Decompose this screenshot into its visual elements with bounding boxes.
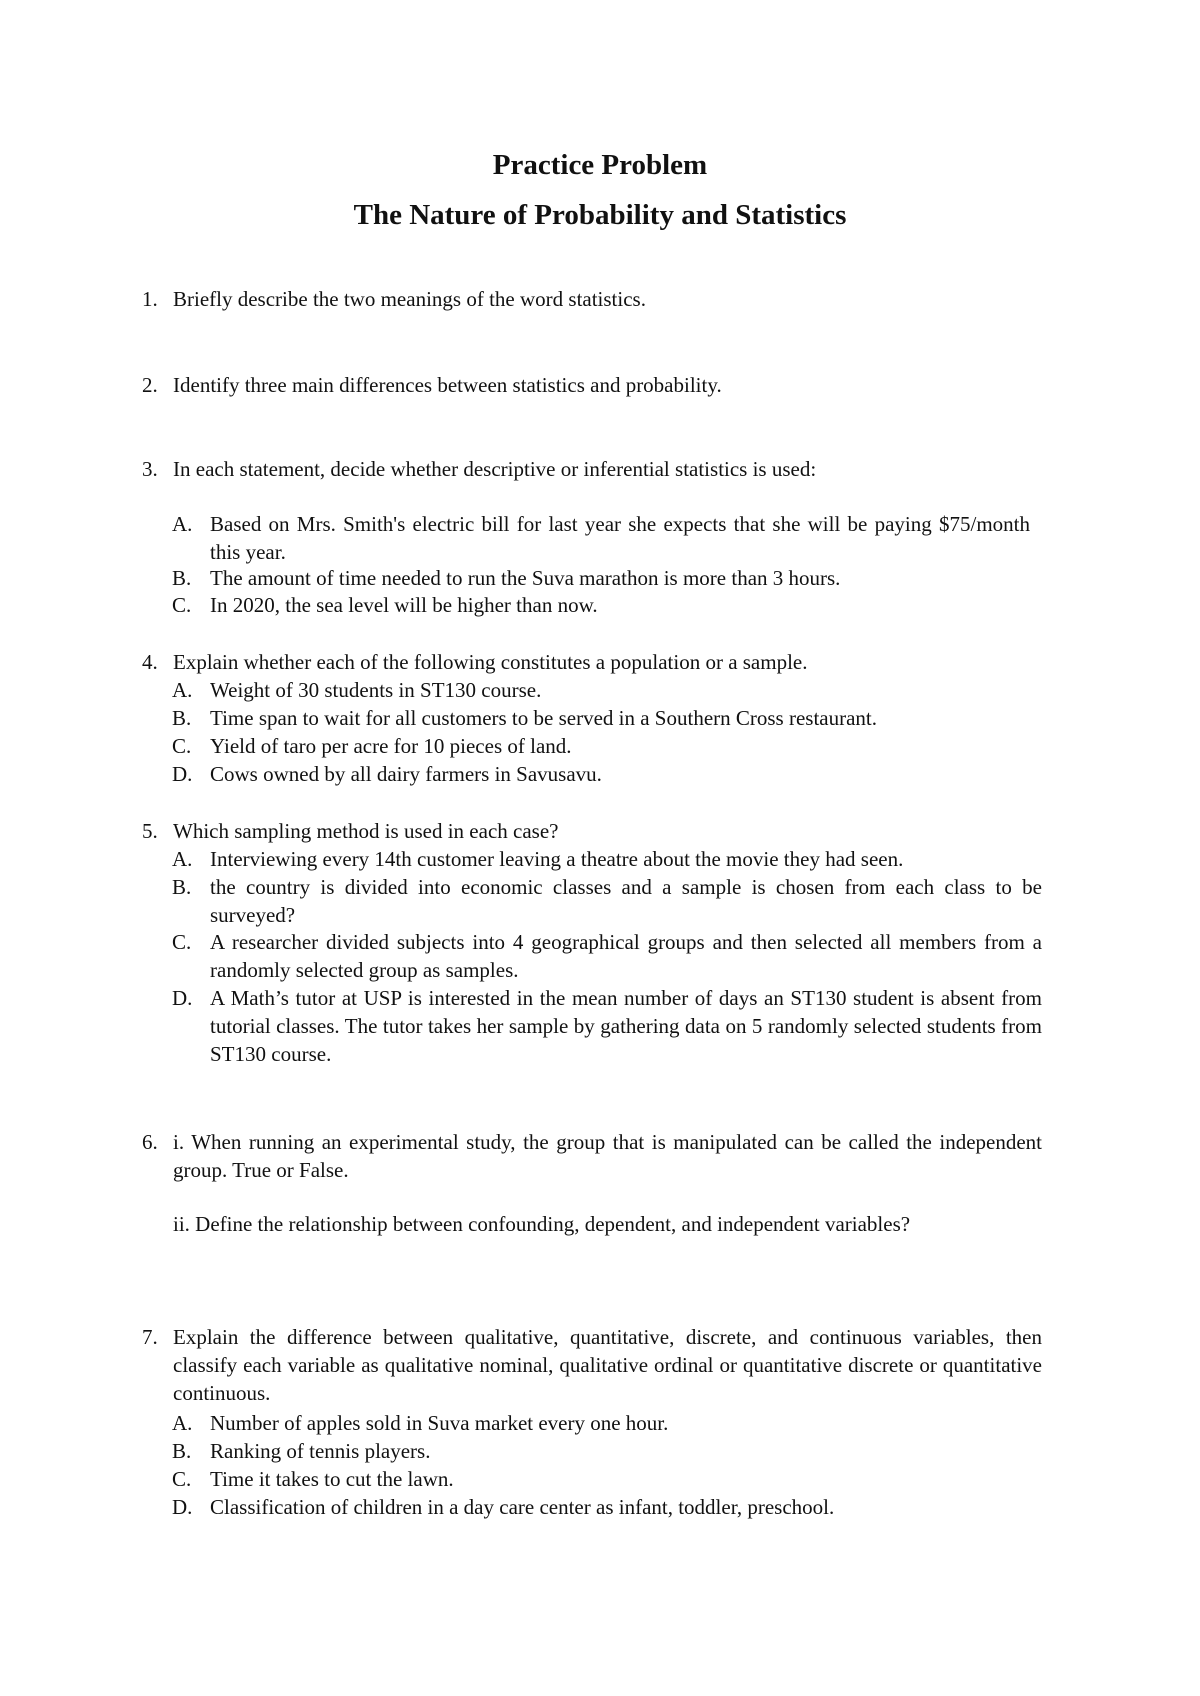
question-7-item-c-text: Time it takes to cut the lawn.: [210, 1467, 454, 1491]
page-title: Practice Problem: [492, 149, 708, 181]
question-1-text: Briefly describe the two meanings of the word statistics.: [173, 287, 646, 311]
question-4-item-a-text: Weight of 30 students in ST130 course.: [210, 678, 542, 702]
question-6-part-ii: ii. Define the relationship between confounding, dependent, and independent variables?: [173, 1212, 911, 1236]
question-2-number: 2.: [142, 373, 158, 397]
question-4-text: Explain whether each of the following constitutes a population or a sample.: [173, 650, 808, 674]
question-7-item-c-letter: C.: [172, 1467, 192, 1491]
question-4-item-a-letter: A.: [172, 678, 193, 702]
question-4-item-d-text: Cows owned by all dairy farmers in Savusavu.: [210, 762, 602, 786]
question-3-text: In each statement, decide whether descriptive or inferential statistics is used:: [173, 457, 817, 481]
question-3-item-a-text: Based on Mrs. Smith's electric bill for last year she expects that she will be paying $75/month this year.: [210, 512, 1030, 564]
question-6-part-i: i. When running an experimental study, the group that is manipulated can be called the independent group. True or False.: [173, 1130, 1042, 1182]
question-3-item-c-text: In 2020, the sea level will be higher than now.: [210, 593, 598, 617]
question-7-item-d-text: Classification of children in a day care center as infant, toddler, preschool.: [210, 1495, 835, 1519]
question-5-item-d-text: A Math’s tutor at USP is interested in the mean number of days an ST130 student is absent from tutorial classes. The tutor takes her sample by gathering data on 5 randomly selected students from ST130 course.: [210, 986, 1042, 1066]
question-3-item-a-letter: A.: [172, 512, 193, 536]
question-5-item-a-letter: A.: [172, 847, 193, 871]
question-7-item-b-text: Ranking of tennis players.: [210, 1439, 431, 1463]
question-4-item-b-letter: B.: [172, 706, 192, 730]
question-7-item-a-letter: A.: [172, 1411, 193, 1435]
question-6-number: 6.: [142, 1130, 158, 1154]
question-1-number: 1.: [142, 287, 158, 311]
question-7-number: 7.: [142, 1325, 158, 1349]
question-3-number: 3.: [142, 457, 158, 481]
question-5-item-b-text: the country is divided into economic classes and a sample is chosen from each class to be surveyed?: [210, 875, 1042, 927]
question-4-item-c-text: Yield of taro per acre for 10 pieces of land.: [210, 734, 572, 758]
question-7-item-b-letter: B.: [172, 1439, 192, 1463]
question-5-item-a-text: Interviewing every 14th customer leaving a theatre about the movie they had seen.: [210, 847, 904, 871]
question-5-item-c-text: A researcher divided subjects into 4 geographical groups and then selected all members from a randomly selected group as samples.: [210, 930, 1042, 982]
question-3-item-b-text: The amount of time needed to run the Suva marathon is more than 3 hours.: [210, 566, 841, 590]
question-4-item-d-letter: D.: [172, 762, 193, 786]
page-subtitle: The Nature of Probability and Statistics: [353, 199, 847, 231]
question-5-text: Which sampling method is used in each case?: [173, 819, 559, 843]
question-4-number: 4.: [142, 650, 158, 674]
question-5-item-c-letter: C.: [172, 930, 192, 954]
question-4-item-b-text: Time span to wait for all customers to be served in a Southern Cross restaurant.: [210, 706, 878, 730]
question-4-item-c-letter: C.: [172, 734, 192, 758]
question-3-item-c-letter: C.: [172, 593, 192, 617]
question-5-item-d-letter: D.: [172, 986, 193, 1010]
question-5-item-b-letter: B.: [172, 875, 192, 899]
question-3-item-b-letter: B.: [172, 566, 192, 590]
question-7-text: Explain the difference between qualitative, quantitative, discrete, and continuous variables, then classify each variable as qualitative nominal, qualitative ordinal or quantitative discrete or quantitative continuous.: [173, 1325, 1042, 1405]
question-2-text: Identify three main differences between statistics and probability.: [173, 373, 722, 397]
question-5-number: 5.: [142, 819, 158, 843]
question-7-item-a-text: Number of apples sold in Suva market every one hour.: [210, 1411, 669, 1435]
question-7-item-d-letter: D.: [172, 1495, 193, 1519]
